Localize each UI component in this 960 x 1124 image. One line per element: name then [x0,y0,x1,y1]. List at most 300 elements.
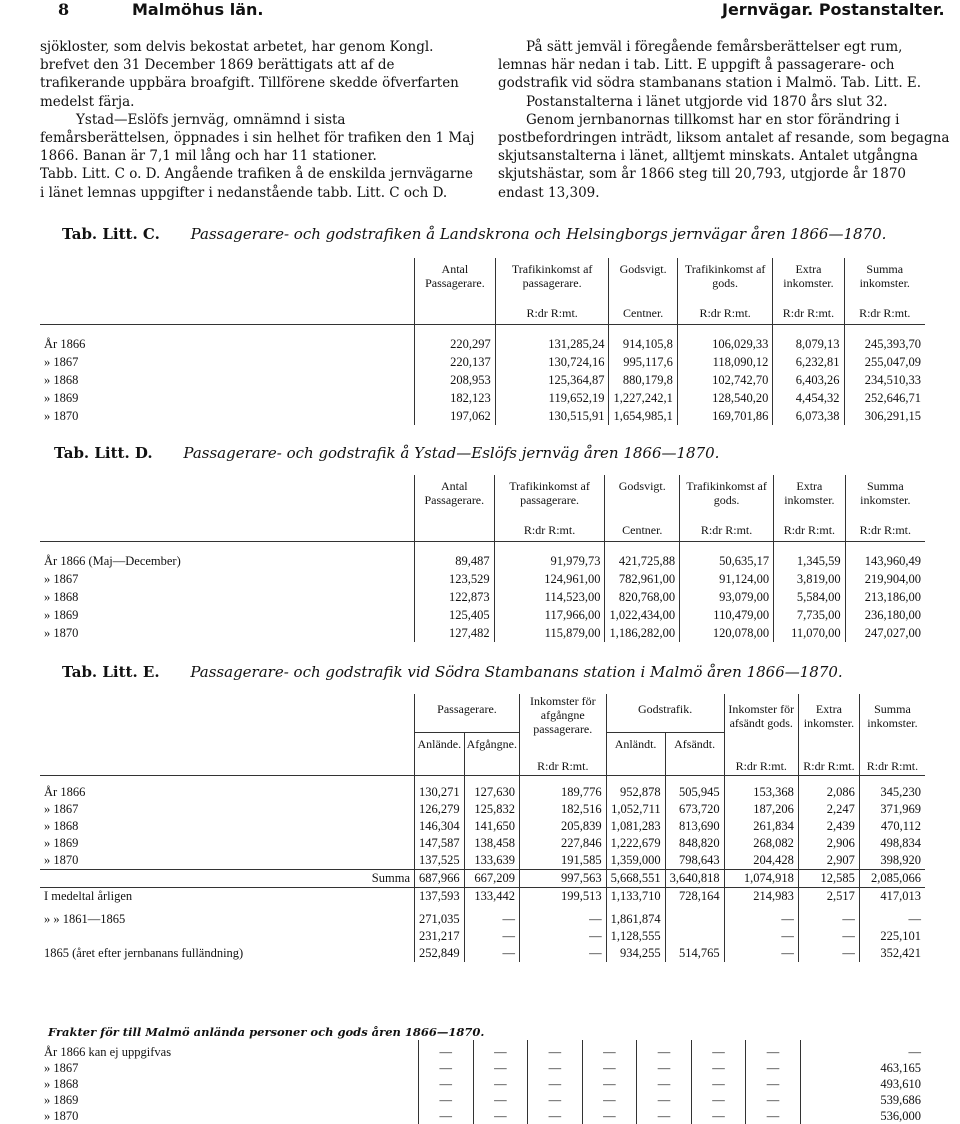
cell-value: 536,000 [800,1108,925,1124]
table-row [40,606,925,624]
cell-value: 128,540,20 [677,389,773,407]
cell-value: 6,403,26 [773,371,844,389]
cell-value: 1,654,985,1 [609,407,677,425]
cell-value: — [419,1092,474,1108]
table-e-label: Tab. Litt. E. [62,663,160,681]
row-label: » 1869 [44,836,79,850]
column-header: Afgångne. [464,733,519,760]
group-header-passagerare: Passagerare. [415,694,520,733]
cell-value: 5,668,551 [606,870,665,888]
table-row [40,588,925,606]
cell-value: 1,074,918 [724,870,798,888]
column-header: Trafikinkomst af gods. [677,258,773,306]
column-header: Godsvigt. [609,258,677,306]
cell-value: 421,725,88 [605,552,680,570]
cell-value: — [528,1092,583,1108]
cell-value: 91,979,73 [494,552,605,570]
cell-value: 252,849 [415,945,465,962]
cell-value: 539,686 [800,1092,925,1108]
cell-value: 234,510,33 [844,371,925,389]
cell-value: 125,405 [415,606,495,624]
spacer [606,776,665,785]
row-label: » 1869 [44,608,79,622]
cell-value: — [473,1060,528,1076]
spacer [798,776,859,785]
cell-value: 8,079,13 [773,335,844,353]
cell-value: 2,086 [798,784,859,801]
cell-value: 417,013 [859,888,925,906]
cell-value: — [519,945,606,962]
cell-value: 782,961,00 [605,570,680,588]
column-header: Extra inkomster. [774,475,846,523]
table-row [40,1108,925,1124]
table-row [40,371,925,389]
table-row [40,801,925,818]
cell-value: — [582,1076,637,1092]
cell-value: 133,639 [464,852,519,870]
spacer [845,542,925,553]
spacer [844,325,925,336]
row-label: » 1867 [44,802,79,816]
cell-value: — [746,1076,801,1092]
column-header: Extra inkomster. [773,258,844,306]
row-label: » 1870 [44,853,79,867]
cell-value: 2,907 [798,852,859,870]
spacer [774,542,846,553]
unit-label: R:dr R:mt. [677,306,773,325]
cell-value: 2,906 [798,835,859,852]
cell-value: 252,646,71 [844,389,925,407]
spacer [494,542,605,553]
cell-value: 106,029,33 [677,335,773,353]
cell-value: 220,137 [415,353,496,371]
table-e [40,694,925,962]
cell-value: — [519,928,606,945]
cell-value: — [724,928,798,945]
cell-value: — [800,1044,925,1060]
cell-value: 110,479,00 [680,606,774,624]
cell-value: 146,304 [415,818,465,835]
cell-value: — [473,1092,528,1108]
row-label: 1865 (året efter jernbanans fulländning) [44,946,244,960]
row-label: » 1868 [44,1077,79,1091]
cell-value: 131,285,24 [495,335,609,353]
cell-value: — [724,945,798,962]
cell-value [665,928,724,945]
unit-label: R:dr R:mt. [774,523,846,542]
cell-value: — [419,1108,474,1124]
spacer [605,542,680,553]
cell-value: 306,291,15 [844,407,925,425]
cell-value: 952,878 [606,784,665,801]
unit-label: R:dr R:mt. [494,523,605,542]
paragraph: sjökloster, som delvis bekostat arbetet, har genom Kongl. brefvet den 31 December 1869 berättigats att af de trafikerande uppbära broafgift. Tillförene skedde öfverfarten medelst färja. [40,39,459,110]
cell-value: — [691,1044,746,1060]
cell-value: 470,112 [859,818,925,835]
cell-value: 914,105,8 [609,335,677,353]
cell-value: — [637,1060,692,1076]
table-c [40,258,925,425]
cell-value: 137,593 [415,888,465,906]
cell-value: 133,442 [464,888,519,906]
row-label: Summa [40,870,415,888]
cell-value: — [473,1108,528,1124]
cell-value: 130,724,16 [495,353,609,371]
cell-value: — [582,1092,637,1108]
spacer [519,776,606,785]
cell-value: 1,186,282,00 [605,624,680,642]
table-row [40,870,925,888]
cell-value: 123,529 [415,570,495,588]
table-row [40,389,925,407]
column-header: Trafikinkomst af gods. [680,475,774,523]
cell-value: 197,062 [415,407,496,425]
cell-value: — [798,928,859,945]
column-header: Inkomster för afsändt gods. [724,694,798,759]
cell-value: 6,073,38 [773,407,844,425]
cell-value: 673,720 [665,801,724,818]
cell-value: — [746,1060,801,1076]
cell-value: 498,834 [859,835,925,852]
row-label: I medeltal årligen [40,888,415,906]
column-header: Afsändt. [665,733,724,760]
cell-value: 463,165 [800,1060,925,1076]
spacer [677,325,773,336]
cell-value: 514,765 [665,945,724,962]
cell-value: 137,525 [415,852,465,870]
column-header: Summa inkomster. [845,475,925,523]
cell-value: 6,232,81 [773,353,844,371]
unit-spacer [40,306,415,325]
unit-label: Centner. [609,306,677,325]
cell-value: 667,209 [464,870,519,888]
cell-value: 225,101 [859,928,925,945]
column-header: Antal Passagerare. [415,475,495,523]
spacer [609,325,677,336]
unit-label: R:dr R:mt. [519,759,606,776]
group-header-godstrafik: Godstrafik. [606,694,724,733]
row-label [40,928,415,945]
page-header-left: Malmöhus län. [132,0,264,19]
row-label: » 1867 [44,355,79,369]
cell-value: 124,961,00 [494,570,605,588]
unit-label: R:dr R:mt. [845,523,925,542]
unit-label [464,759,519,776]
cell-value: 2,247 [798,801,859,818]
column-header: Anländt. [606,733,665,760]
cell-value: 227,846 [519,835,606,852]
column-header: Anlände. [415,733,465,760]
column-header: Trafikinkomst af passagerare. [494,475,605,523]
cell-value: — [637,1092,692,1108]
cell-value: — [582,1108,637,1124]
cell-value: — [528,1060,583,1076]
cell-value: — [419,1060,474,1076]
cell-value: 169,701,86 [677,407,773,425]
cell-value: 934,255 [606,945,665,962]
cell-value: 118,090,12 [677,353,773,371]
cell-value: — [859,911,925,928]
cell-value: — [691,1076,746,1092]
table-d-caption: Passagerare- och godstrafik å Ystad—Eslöfs jernväg åren 1866—1870. [183,444,720,462]
cell-value: — [419,1044,474,1060]
cell-value: 505,945 [665,784,724,801]
table-e-title [62,663,843,681]
spacer [40,542,415,553]
cell-value: 1,222,679 [606,835,665,852]
cell-value: 182,123 [415,389,496,407]
cell-value: 126,279 [415,801,465,818]
left-column-text [40,38,476,202]
unit-label: R:dr R:mt. [680,523,774,542]
cell-value: 261,834 [724,818,798,835]
cell-value: 1,052,711 [606,801,665,818]
cell-value: 798,643 [665,852,724,870]
cell-value: 4,454,32 [773,389,844,407]
cell-value: 130,515,91 [495,407,609,425]
spacer [40,325,415,336]
cell-value: 687,966 [415,870,465,888]
cell-value: 213,186,00 [845,588,925,606]
column-header: Antal Passagerare. [415,258,496,306]
cell-value: 120,078,00 [680,624,774,642]
cell-value: 5,584,00 [774,588,846,606]
column-header: Summa inkomster. [859,694,925,759]
table-row [40,784,925,801]
cell-value: — [528,1044,583,1060]
table-row [40,552,925,570]
cell-value: 219,904,00 [845,570,925,588]
spacer [859,776,925,785]
cell-value: 187,206 [724,801,798,818]
cell-value: 1,227,242,1 [609,389,677,407]
cell-value: — [691,1060,746,1076]
cell-value: 91,124,00 [680,570,774,588]
cell-value: 997,563 [519,870,606,888]
unit-label: R:dr R:mt. [724,759,798,776]
spacer [415,542,495,553]
paragraph: På sätt jemväl i föregående femårsberättelser egt rum, lemnas här nedan i tab. Litt. E uppgift å passagerare- och godstrafik vid södra stambanans station i Malmö. Tab. Litt. E. [498,39,922,92]
cell-value: 231,217 [415,928,465,945]
table-e-frakter [40,1040,925,1124]
unit-label: R:dr R:mt. [844,306,925,325]
cell-value: 11,070,00 [774,624,846,642]
unit-label: R:dr R:mt. [798,759,859,776]
cell-value: 3,819,00 [774,570,846,588]
column-header: Extra inkomster. [798,694,859,759]
cell-value: 89,487 [415,552,495,570]
spacer [680,542,774,553]
paragraph: Ystad—Eslöfs jernväg, omnämnd i sista femårsberättelsen, öppnades i sin helhet för trafiken den 1 Maj 1866. Banan är 7,1 mil lång och har 11 stationer. [40,111,475,165]
cell-value: 880,179,8 [609,371,677,389]
unit-label: R:dr R:mt. [495,306,609,325]
cell-value: 848,820 [665,835,724,852]
paragraph: Genom jernbanornas tillkomst har en stor förändring i postbefordringen inträdt, liksom antalet af resande, som begagna skjutsanstalterna i länet, alltjemt minskats. Antalet utgångna skjutshästar, som år 1866 steg till 20,793, utgjorde år 1870 endast 13,309. [498,111,950,201]
table-row [40,818,925,835]
cell-value: 1,081,283 [606,818,665,835]
row-label: » 1867 [44,1061,79,1075]
cell-value: 182,516 [519,801,606,818]
cell-value: 245,393,70 [844,335,925,353]
unit-spacer [40,759,415,776]
cell-value: 1,128,555 [606,928,665,945]
cell-value: 153,368 [724,784,798,801]
cell-value: 208,953 [415,371,496,389]
cell-value: — [582,1044,637,1060]
cell-value: 493,610 [800,1076,925,1092]
cell-value: — [473,1076,528,1092]
table-row [40,888,925,906]
cell-value: 813,690 [665,818,724,835]
row-label: År 1866 kan ej uppgifvas [44,1045,172,1059]
spacer [464,776,519,785]
page-header-right: Jernvägar. Postanstalter. [722,0,945,19]
cell-value: 147,587 [415,835,465,852]
cell-value: — [798,945,859,962]
cell-value: — [419,1076,474,1092]
cell-value: — [582,1060,637,1076]
cell-value: — [637,1044,692,1060]
table-d-label: Tab. Litt. D. [54,444,153,462]
table-row [40,407,925,425]
cell-value: 122,873 [415,588,495,606]
unit-label: R:dr R:mt. [859,759,925,776]
cell-value: 205,839 [519,818,606,835]
cell-value: 1,861,874 [606,911,665,928]
cell-value: 2,517 [798,888,859,906]
table-row [40,1092,925,1108]
row-label: » » 1861—1865 [44,912,126,926]
cell-value: — [746,1108,801,1124]
unit-label [606,759,665,776]
cell-value: 1,022,434,00 [605,606,680,624]
row-label: » 1868 [44,590,79,604]
table-d [40,475,925,642]
row-label-header [40,694,415,759]
cell-value: 191,585 [519,852,606,870]
cell-value: — [519,911,606,928]
cell-value: 130,271 [415,784,465,801]
cell-value: — [464,945,519,962]
row-label-header [40,475,415,523]
cell-value: 102,742,70 [677,371,773,389]
unit-label [415,523,495,542]
row-label: » 1869 [44,391,79,405]
cell-value: 3,640,818 [665,870,724,888]
cell-value: — [473,1044,528,1060]
row-label: År 1866 (Maj—December) [44,554,181,568]
unit-label [415,759,465,776]
row-label: År 1866 [44,337,86,351]
unit-label [665,759,724,776]
cell-value: 820,768,00 [605,588,680,606]
cell-value: 204,428 [724,852,798,870]
cell-value: 255,047,09 [844,353,925,371]
table-row [40,335,925,353]
cell-value: 125,364,87 [495,371,609,389]
cell-value: 143,960,49 [845,552,925,570]
cell-value: 728,164 [665,888,724,906]
table-row [40,1060,925,1076]
cell-value: 2,439 [798,818,859,835]
row-label: » 1870 [44,626,79,640]
cell-value: 115,879,00 [494,624,605,642]
cell-value: 236,180,00 [845,606,925,624]
cell-value: 1,359,000 [606,852,665,870]
cell-value: 995,117,6 [609,353,677,371]
unit-label [415,306,496,325]
cell-value: 138,458 [464,835,519,852]
table-c-label: Tab. Litt. C. [62,225,160,243]
table-row [40,624,925,642]
table-c-caption: Passagerare- och godstrafiken å Landskrona och Helsingborgs jernvägar åren 1866—1870. [190,225,887,243]
cell-value: 1,345,59 [774,552,846,570]
row-label: År 1866 [44,785,86,799]
cell-value: — [724,911,798,928]
cell-value: 117,966,00 [494,606,605,624]
right-column-text [498,38,950,202]
cell-value [665,911,724,928]
column-header: Godsvigt. [605,475,680,523]
column-header: Summa inkomster. [844,258,925,306]
cell-value: 125,832 [464,801,519,818]
cell-value: 1,133,710 [606,888,665,906]
row-label: » 1870 [44,409,79,423]
cell-value: 12,585 [798,870,859,888]
cell-value: 268,082 [724,835,798,852]
unit-label: R:dr R:mt. [773,306,844,325]
cell-value: — [746,1044,801,1060]
table-c-title [62,225,886,243]
cell-value: — [798,911,859,928]
cell-value: 199,513 [519,888,606,906]
cell-value: 271,035 [415,911,465,928]
row-label: » 1869 [44,1093,79,1107]
table-row [40,911,925,928]
column-header: Trafikinkomst af passagerare. [495,258,609,306]
table-row [40,570,925,588]
cell-value: — [691,1092,746,1108]
cell-value: — [637,1076,692,1092]
cell-value: 214,983 [724,888,798,906]
row-label: » 1870 [44,1109,79,1123]
cell-value: — [691,1108,746,1124]
cell-value: 93,079,00 [680,588,774,606]
table-row [40,835,925,852]
cell-value: 7,735,00 [774,606,846,624]
table-row [40,1044,925,1060]
cell-value: 141,650 [464,818,519,835]
cell-value: 50,635,17 [680,552,774,570]
cell-value: 345,230 [859,784,925,801]
cell-value: 119,652,19 [495,389,609,407]
cell-value: — [528,1076,583,1092]
paragraph: Postanstalterna i länet utgjorde vid 1870 års slut 32. [526,93,888,110]
table-d-title [54,444,719,462]
table-e-caption: Passagerare- och godstrafik vid Södra Stambanans station i Malmö åren 1866—1870. [190,663,843,681]
cell-value: 2,085,066 [859,870,925,888]
cell-value: 220,297 [415,335,496,353]
frakter-subtitle: Frakter för till Malmö anlända personer och gods åren 1866—1870. [48,1025,485,1039]
cell-value: — [528,1108,583,1124]
cell-value: — [637,1108,692,1124]
spacer [724,776,798,785]
column-header: Inkomster för afgångne passagerare. [519,694,606,759]
page-number: 8 [58,0,70,19]
cell-value: 398,920 [859,852,925,870]
row-label-header [40,258,415,306]
spacer [40,776,415,785]
